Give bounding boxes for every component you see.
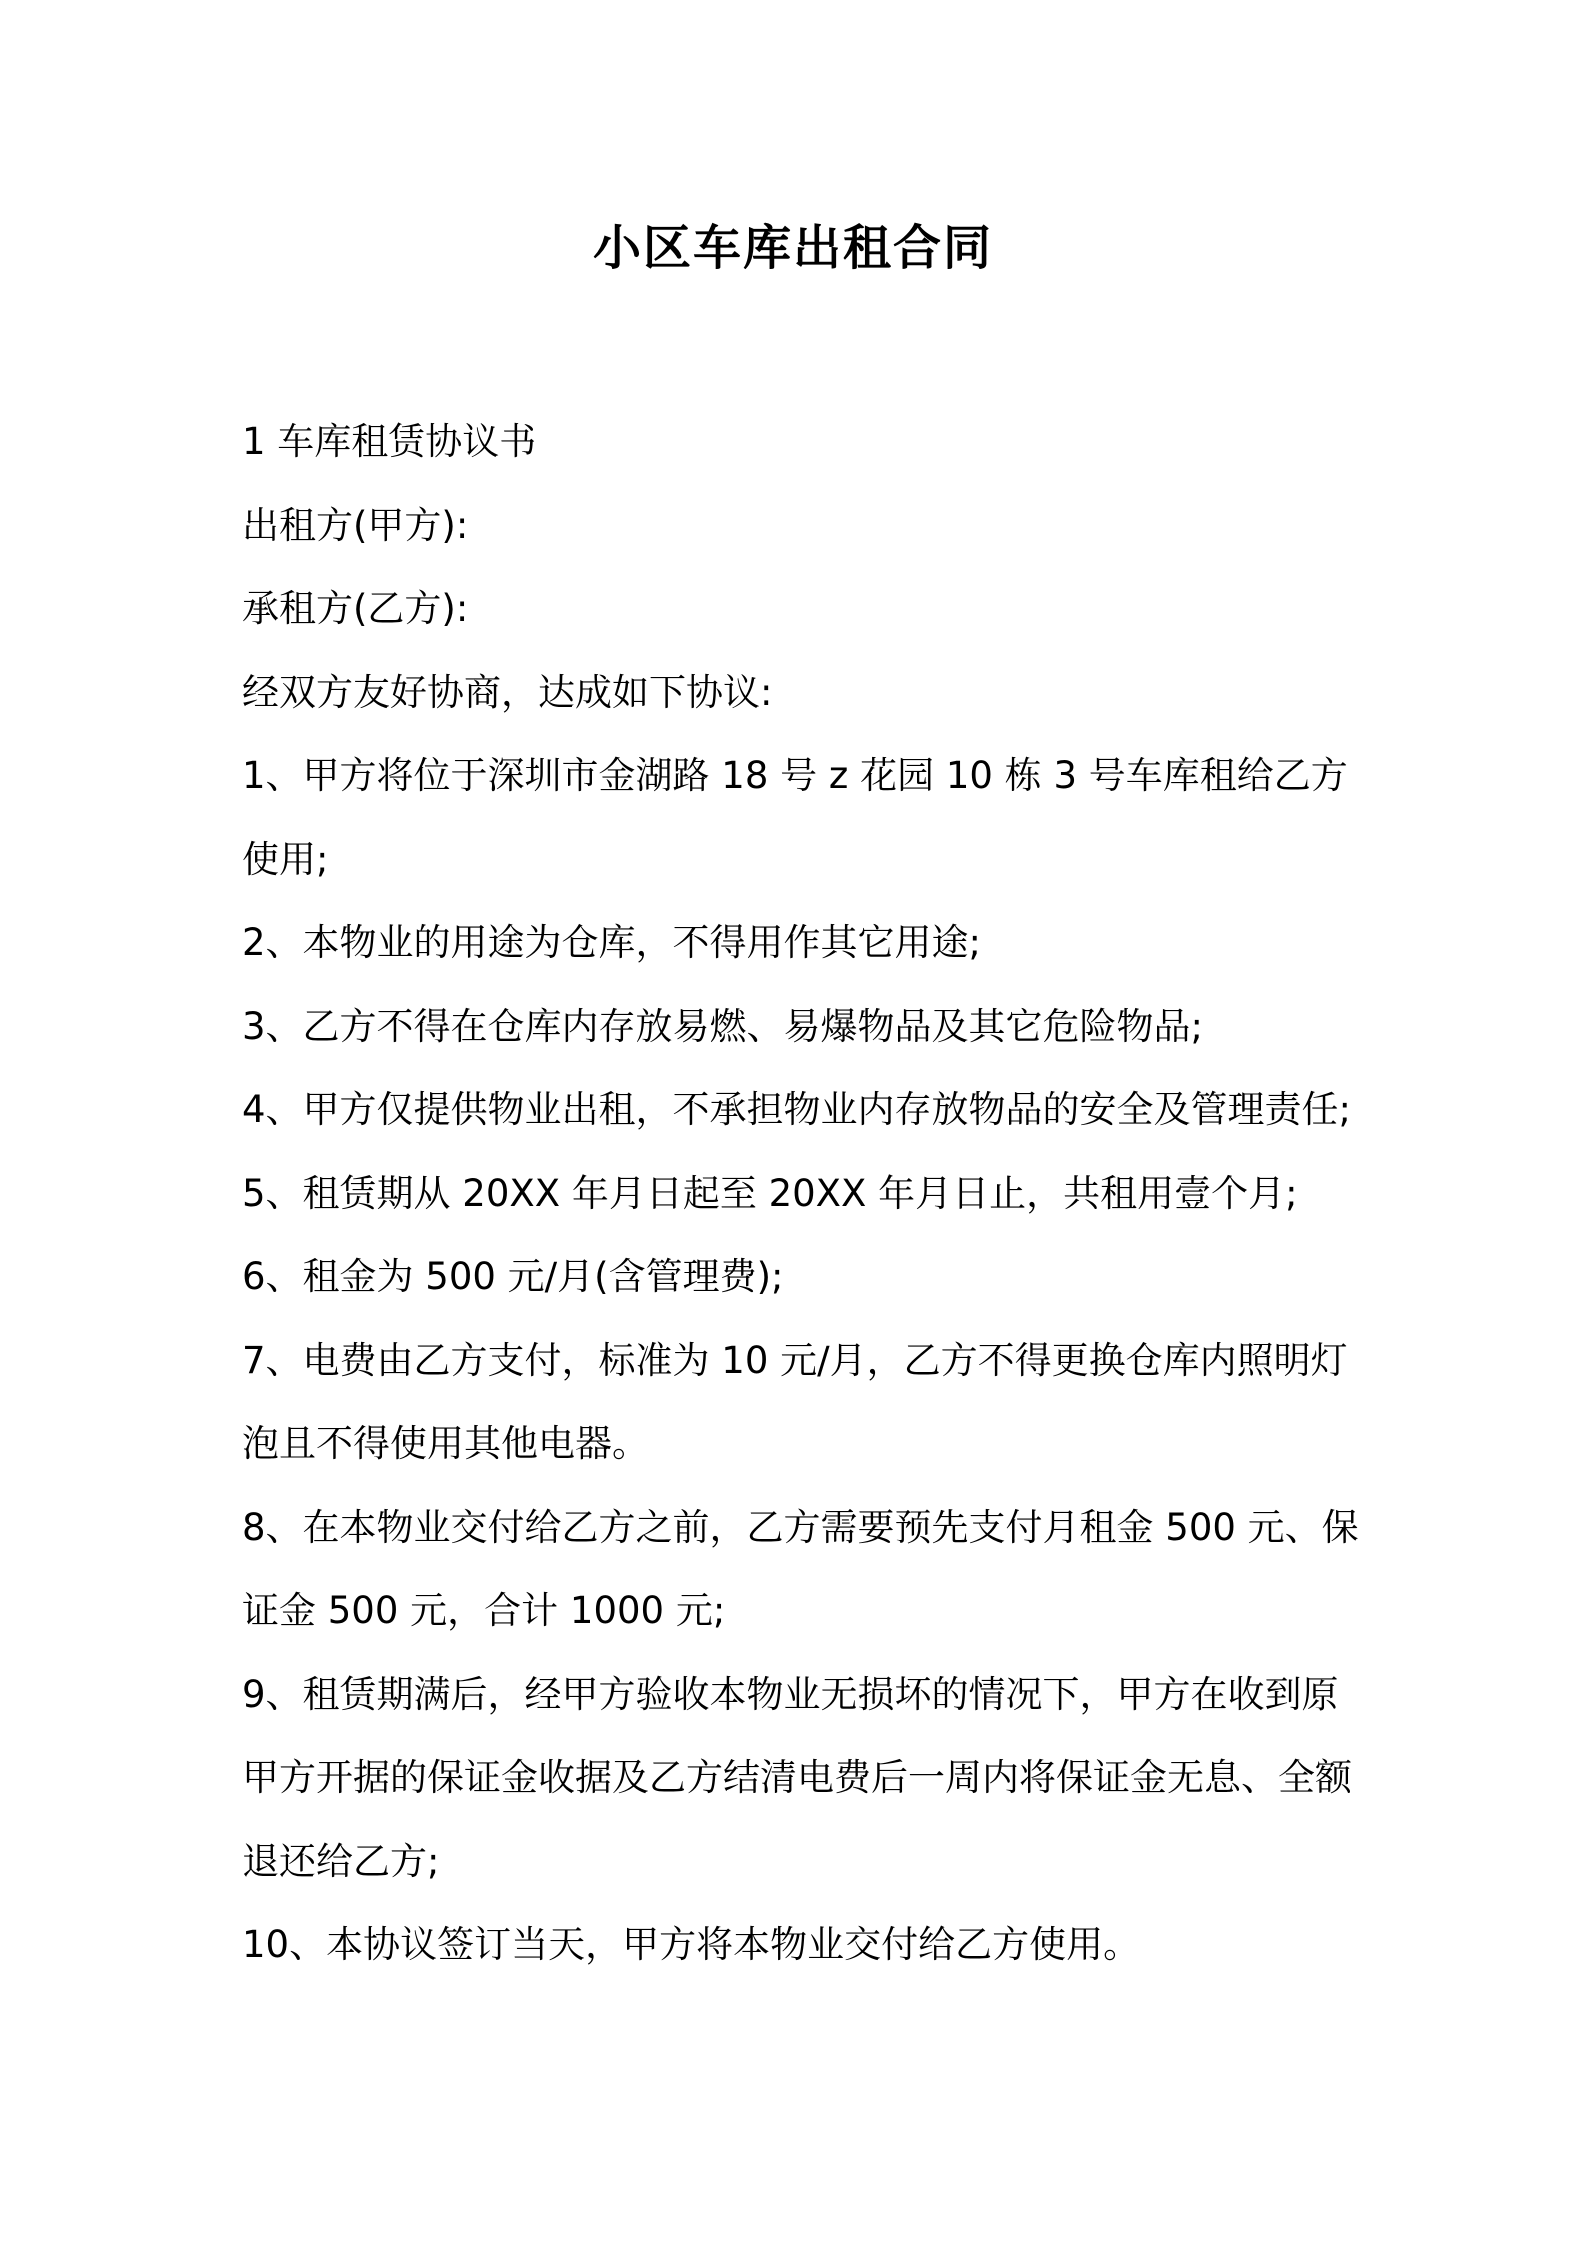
clause-9: 9、租赁期满后，经甲方验收本物业无损坏的情况下，甲方在收到原甲方开据的保证金收据及乙方结清电费后一周内将保证金无息、全额退还给乙方; <box>242 1672 1352 1883</box>
clause-7: 7、电费由乙方支付，标准为 10 元/月，乙方不得更换仓库内照明灯泡且不得使用其他电器。 <box>242 1338 1348 1465</box>
clause-5: 5、租赁期从 20XX 年月日起至 20XX 年月日止，共租用壹个月; <box>242 1171 1298 1215</box>
document-title: 小区车库出租合同 <box>592 220 993 276</box>
clause-6: 6、租金为 500 元/月(含管理费); <box>242 1255 784 1298</box>
clause-8: 8、在本物业交付给乙方之前，乙方需要预先支付月租金 500 元、保证金 500 元，合计 1000 元; <box>242 1505 1359 1632</box>
lessee-line: 承租方(乙方): <box>242 587 469 630</box>
clause-1: 1、甲方将位于深圳市金湖路 18 号 z 花园 10 栋 3 号车库租给乙方使用; <box>242 754 1348 881</box>
clause-4: 4、甲方仅提供物业出租，不承担物业内存放物品的安全及管理责任; <box>242 1088 1352 1131</box>
clause-10: 10、本协议签订当天，甲方将本物业交付给乙方使用。 <box>242 1923 1141 1966</box>
document-body <box>242 400 1360 1987</box>
preamble: 经双方友好协商，达成如下协议: <box>242 670 773 714</box>
lessor-line: 出租方(甲方): <box>242 503 469 547</box>
document-subtitle: 1 车库租赁协议书 <box>242 420 537 463</box>
clause-2: 2、本物业的用途为仓库，不得用作其它用途; <box>242 921 982 964</box>
clause-3: 3、乙方不得在仓库内存放易燃、易爆物品及其它危险物品; <box>242 1004 1204 1048</box>
